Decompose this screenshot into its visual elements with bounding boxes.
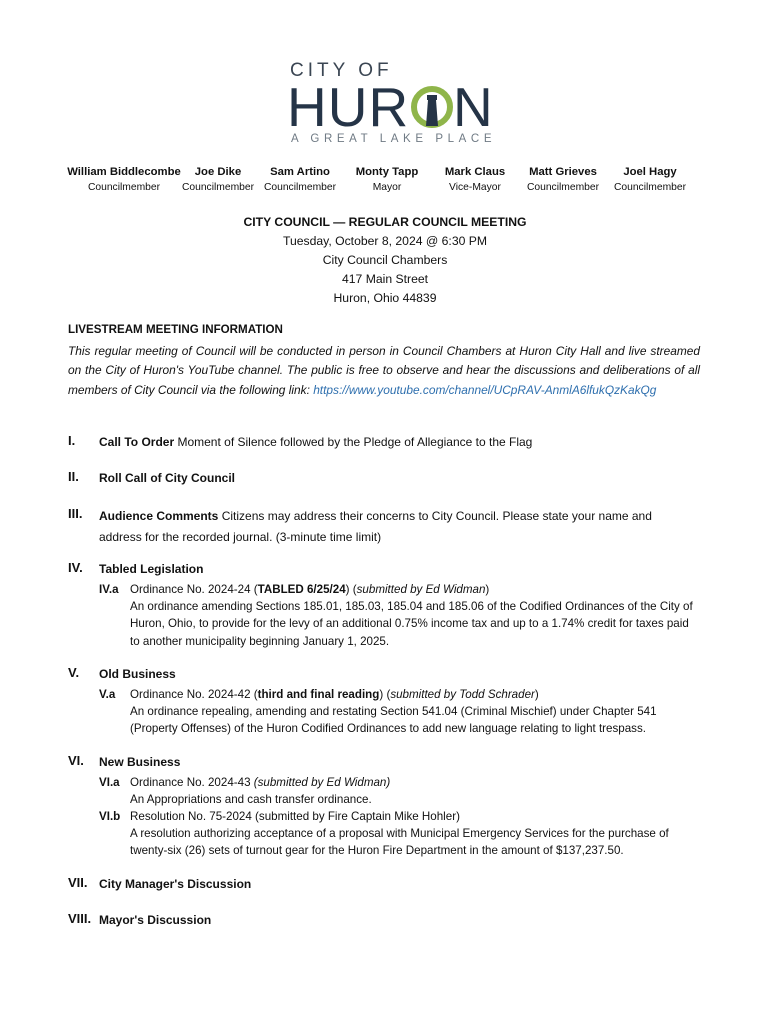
member-role: Councilmember — [87, 182, 161, 193]
member-name: Monty Tapp — [355, 166, 419, 178]
livestream-text: This regular meeting of Council will be conducted in person in Council Chambers at Huron City Hall and live streamed on the City of Huron's YouTube channel. The public is free to observe and hear the discussions and deliberations of all members of City Council via the following link: — [68, 344, 700, 397]
meeting-header — [0, 213, 770, 308]
huron-wordmark — [285, 76, 493, 138]
member-role: Councilmember — [526, 182, 600, 193]
agenda-numeral: VIII. — [68, 911, 92, 926]
agenda-item-title: Mayor's Discussion — [99, 913, 212, 927]
agenda-item-title: Call To Order — [99, 435, 175, 449]
meeting-street: 417 Main Street — [341, 272, 429, 286]
logo-huron: HUR — [287, 76, 410, 138]
subitem-description: A resolution authorizing acceptance of a proposal with Municipal Emergency Services for the purchase of twenty-six (26) sets of turnout gear for the Huron Fire Department in the amount of $137,237.50. — [130, 827, 669, 858]
member-hagy — [590, 166, 710, 193]
subitem-label: V.a — [99, 688, 116, 701]
member-role: Vice-Mayor — [449, 182, 501, 193]
subitem-submitter: submitted by Todd Schrader — [390, 688, 535, 701]
subitem-status: third and final reading — [257, 688, 380, 701]
city-logo — [285, 60, 497, 150]
subitem-sep: ) ( — [345, 583, 357, 596]
member-name: Joel Hagy — [623, 166, 677, 178]
subitem-label: IV.a — [99, 583, 119, 596]
member-name: Joe Dike — [194, 166, 242, 178]
member-name: William Biddlecombe — [67, 166, 181, 178]
subitem-close: ) — [534, 688, 539, 701]
subitem-text: Ordinance No. 2024-43 — [130, 776, 254, 789]
subitem-submitter: submitted by Ed Widman — [356, 583, 486, 596]
meeting-city: Huron, Ohio 44839 — [333, 291, 437, 305]
agenda-numeral: V. — [68, 665, 80, 680]
subitem-sep: ) ( — [379, 688, 391, 701]
subitem-description: An ordinance repealing, amending and restating Section 541.04 (Criminal Mischief) under Chapter 541 (Property Offenses) of the Huron Codified Ordinances to add new language relating to light trespass. — [130, 705, 657, 736]
subitem-text: Resolution No. 75-2024 (submitted by Fire Captain Mike Hohler) — [130, 810, 460, 823]
logo-city-of: CITY OF — [290, 60, 393, 81]
agenda-numeral: I. — [68, 433, 76, 448]
agenda-item-text: Citizens may address their concerns to City Council. Please state your name and — [218, 509, 652, 523]
agenda-numeral: IV. — [68, 560, 83, 575]
member-role: Mayor — [372, 182, 402, 193]
subitem-description: An Appropriations and cash transfer ordinance. — [130, 793, 372, 807]
agenda-numeral: II. — [68, 469, 79, 484]
subitem-text: Ordinance No. 2024-42 ( — [130, 688, 258, 701]
agenda-numeral: III. — [68, 506, 83, 521]
agenda-item-title: Old Business — [99, 667, 176, 681]
member-role: Councilmember — [263, 182, 337, 193]
livestream-body — [68, 342, 700, 400]
agenda-item-title: Tabled Legislation — [99, 562, 204, 576]
member-name: Matt Grieves — [529, 166, 597, 178]
subitem-label: VI.b — [99, 810, 121, 823]
logo-tagline: A GREAT LAKE PLACE — [291, 133, 497, 145]
agenda-numeral: VI. — [68, 753, 84, 768]
council-members — [0, 166, 770, 200]
livestream-heading: LIVESTREAM MEETING INFORMATION — [68, 323, 283, 336]
lighthouse-icon — [414, 89, 450, 126]
agenda-item-title: City Manager's Discussion — [99, 877, 252, 891]
subitem-label: VI.a — [99, 776, 120, 789]
subitem-close: ) — [485, 583, 490, 596]
subitem-status: TABLED 6/25/24 — [257, 583, 346, 596]
meeting-title: CITY COUNCIL — REGULAR COUNCIL MEETING — [243, 215, 527, 229]
meeting-venue: City Council Chambers — [322, 253, 448, 267]
subitem-text: Ordinance No. 2024-24 ( — [130, 583, 258, 596]
youtube-link[interactable]: https://www.youtube.com/channel/UCpRAV-AnmlA6lfukQzKakQg — [313, 382, 657, 397]
agenda-item-title: Roll Call of City Council — [99, 471, 236, 485]
member-role: Councilmember — [613, 182, 687, 193]
svg-text:N: N — [453, 76, 493, 138]
member-name: Sam Artino — [270, 166, 330, 178]
subitem-submitter: (submitted by Ed Widman) — [253, 776, 391, 789]
agenda-numeral: VII. — [68, 875, 88, 890]
member-role: Councilmember — [181, 182, 255, 193]
agenda-item-text-2: address for the recorded journal. (3-minute time limit) — [99, 530, 382, 544]
subitem-description: An ordinance amending Sections 185.01, 185.03, 185.04 and 185.06 of the Codified Ordinances of the City of Huron, Ohio, to provide for the levy of an additional 0.75% income tax and up to a 1.74% credit for taxes paid to another municipality beginning January 1, 2025. — [130, 600, 693, 648]
member-name: Mark Claus — [444, 166, 506, 178]
agenda-item-title: New Business — [99, 755, 181, 769]
agenda-item-text: Moment of Silence followed by the Pledge of Allegiance to the Flag — [174, 435, 533, 449]
agenda-item-title: Audience Comments — [99, 509, 219, 523]
meeting-datetime: Tuesday, October 8, 2024 @ 6:30 PM — [282, 234, 488, 248]
